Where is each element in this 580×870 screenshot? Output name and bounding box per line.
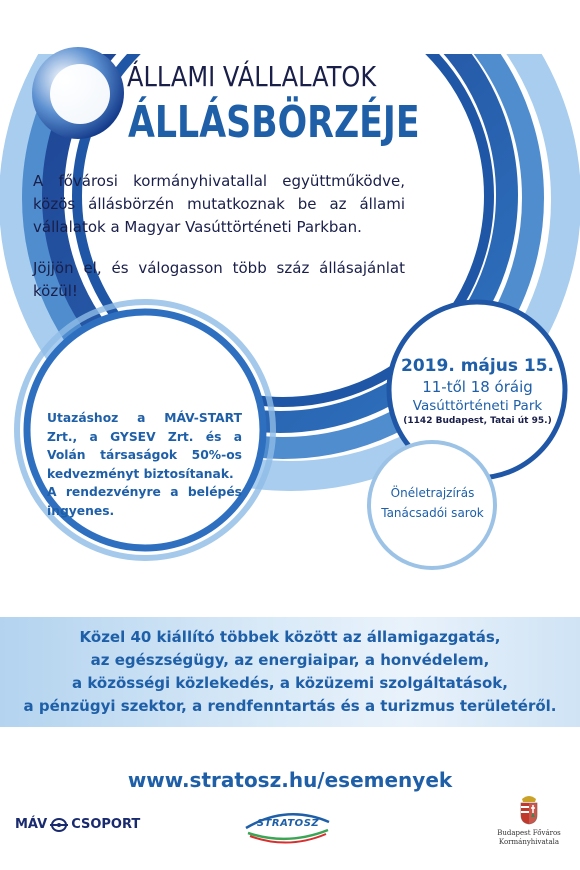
government-office-label: [490, 829, 568, 847]
title-line-2: ÁLLÁSBÖRZÉJE: [128, 97, 420, 148]
band-line-2: az egészségügy, az energiaipar, a honvédelem,: [90, 651, 490, 669]
event-date: 2019. május 15.: [401, 356, 554, 376]
website-link[interactable]: www.stratosz.hu/esemenyek: [127, 768, 453, 792]
cv-circle-text: [360, 483, 505, 523]
band-line-1: Közel 40 kiállító többek között az államigazgatás,: [79, 628, 501, 646]
content-mask: [0, 0, 580, 54]
cv-line-1: Önéletrajzírás: [390, 486, 475, 500]
stratosz-logo-text: STRATOSZ: [256, 818, 320, 829]
event-info: [390, 355, 565, 428]
intro-paragraph-1: A fővárosi kormányhivatallal együttműködve, közös állásbörzén mutatkoznak be az állami vállalatok a Magyar Vasúttörténeti Parkban.: [33, 172, 405, 236]
mav-csoport-logo: [15, 817, 140, 832]
event-hours: 11-től 18 óráig: [422, 378, 533, 396]
band-line-3: a közösségi közlekedés, a közüzemi szolgáltatások,: [72, 674, 508, 692]
mav-logo-left: MÁV: [15, 817, 48, 832]
band-line-4: a pénzügyi szektor, a rendfenntartás és a turizmus területéről.: [23, 697, 557, 715]
gov-line-1: Budapest Főváros: [497, 829, 561, 837]
title-line-1: ÁLLAMI VÁLLALATOK: [127, 60, 377, 93]
hungarian-crest-icon: [518, 793, 540, 825]
exhibitors-text: [0, 626, 580, 718]
event-address: (1142 Budapest, Tatai út 95.): [403, 416, 552, 426]
gov-line-2: Kormányhivatala: [498, 838, 560, 846]
title-ball-highlight: [50, 64, 110, 124]
cv-line-2: Tanácsadói sarok: [381, 506, 484, 520]
intro-text: [33, 170, 405, 321]
mav-wheel-icon: [50, 818, 68, 832]
mav-logo-right: CSOPORT: [71, 817, 141, 832]
travel-discount: Utazáshoz a MÁV-START Zrt., a GYSEV Zrt. és a Volán társaságok 50%-os kedvezményt biztosítanak.: [47, 411, 242, 481]
travel-free-entry: A rendezvényre a belépés ingyenes.: [47, 485, 242, 518]
travel-info: [47, 409, 242, 521]
event-place: Vasúttörténeti Park: [412, 398, 543, 414]
intro-paragraph-2: Jöjjön el, és válogasson több száz állásajánlat közül!: [33, 259, 405, 300]
